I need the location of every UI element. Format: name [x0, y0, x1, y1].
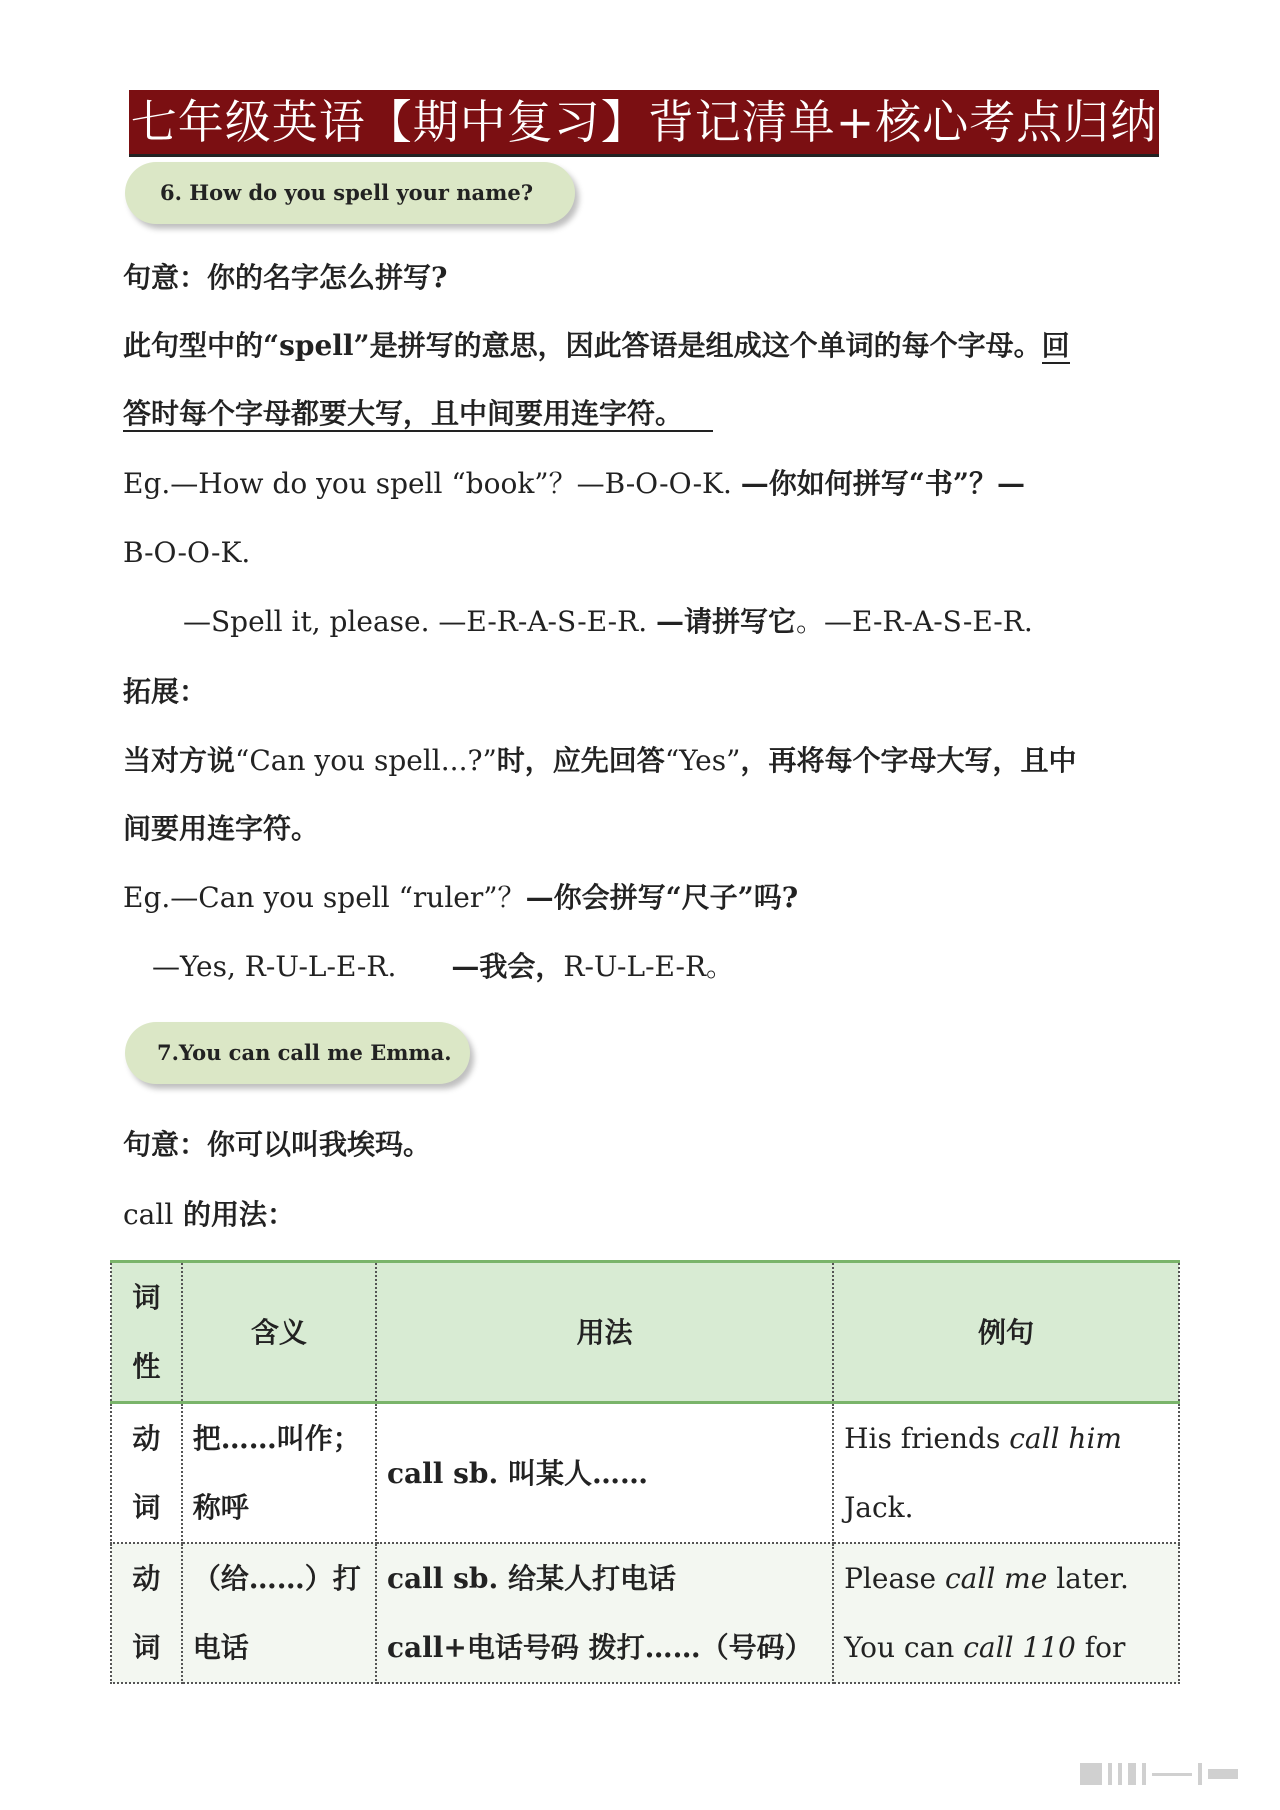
row-2-pos-bottom: 词	[132, 1631, 161, 1664]
call-word: call	[123, 1198, 174, 1231]
example-1-line-2: B-O-O-K.	[123, 536, 251, 569]
explain-text: 此句型中的“spell”是拼写的意思，因此答语是组成这个单词的每个字母。	[123, 329, 1042, 362]
row-1-pos-bottom: 词	[132, 1491, 161, 1524]
row-1-usage	[376, 1403, 833, 1544]
table-header-row	[111, 1262, 1179, 1403]
example-3	[123, 878, 798, 918]
call-usage-label	[123, 1195, 295, 1235]
extend-text-2: “Can you spell...?”	[235, 744, 497, 777]
extend-text-4: “Yes”	[664, 744, 741, 777]
header-pos-top: 词	[132, 1281, 161, 1314]
example-2-chinese: —请拼写它	[656, 605, 797, 638]
row-1-meaning-2: 称呼	[192, 1491, 249, 1524]
header-meaning: 含义	[182, 1262, 376, 1403]
row-1-example-2: Jack.	[844, 1491, 914, 1524]
row-1-pos-top: 动	[132, 1422, 161, 1455]
example-1-line-1	[123, 464, 1025, 504]
example-4-chinese: —我会，	[451, 950, 564, 983]
row-2-usage-1: call sb. 给某人打电话	[386, 1562, 677, 1595]
section-6-explain-line-2	[123, 394, 713, 434]
row-2-meaning-2: 电话	[192, 1631, 249, 1664]
example-4	[152, 947, 734, 987]
extend-text-5: ，再将每个字母大写，且中	[740, 744, 1077, 777]
example-2-english: —Spell it, please. —E-R-A-S-E-R.	[183, 605, 656, 638]
row-2-pos-top: 动	[132, 1562, 161, 1595]
extend-line-2: 间要用连字符。	[123, 812, 320, 845]
header-part-of-speech	[111, 1262, 182, 1403]
table-row	[111, 1403, 1179, 1544]
example-1-english: Eg.—How do you spell “book”？—B-O-O-K.	[123, 467, 741, 500]
extend-text-1: 当对方说	[123, 744, 236, 777]
usage-label-text: 的用法：	[173, 1198, 296, 1231]
row-2-usage	[376, 1543, 833, 1683]
section-7-meaning: 句意：你可以叫我埃玛。	[123, 1128, 432, 1161]
row-2-example	[833, 1543, 1179, 1683]
row-1-usage-1: call sb. 叫某人……	[386, 1456, 649, 1490]
row-1-example	[833, 1403, 1179, 1544]
row-2-meaning	[182, 1543, 376, 1683]
row-1-meaning	[182, 1403, 376, 1544]
row-2-pos	[111, 1543, 182, 1683]
header-example: 例句	[833, 1262, 1179, 1403]
watermark-icon	[1080, 1760, 1260, 1788]
section-6-heading: 6. How do you spell your name?	[125, 162, 575, 224]
example-3-chinese: —你会拼写“尺子”吗?	[525, 881, 799, 914]
header-usage: 用法	[376, 1262, 833, 1403]
page-title: 七年级英语【期中复习】背记清单+核心考点归纳	[129, 90, 1159, 157]
extend-text-3: 时，应先回答	[496, 744, 665, 777]
row-2-usage-2: call+电话号码 拨打……（号码）	[386, 1631, 813, 1664]
example-2	[183, 602, 1033, 642]
row-2-meaning-1: （给……）打	[192, 1562, 361, 1595]
example-4-english: —Yes, R-U-L-E-R.	[152, 950, 397, 983]
row-2-example-1: Please call me later.	[844, 1562, 1129, 1595]
example-1-chinese: —你如何拼写“书”？—	[740, 467, 1025, 500]
example-4-answer: R-U-L-E-R。	[563, 950, 735, 983]
section-6-explain-line-1	[123, 326, 1070, 366]
row-1-pos	[111, 1403, 182, 1544]
explain-underlined: 回	[1041, 329, 1070, 362]
extend-label: 拓展：	[123, 675, 208, 708]
explain-underlined-2: 答时每个字母都要大写，且中间要用连字符。	[123, 397, 713, 432]
extend-line-1	[123, 741, 1076, 781]
section-6-meaning: 句意：你的名字怎么拼写?	[123, 261, 448, 294]
row-1-meaning-1: 把……叫作；	[192, 1422, 361, 1455]
section-7-heading: 7.You can call me Emma.	[125, 1022, 470, 1084]
example-3-english: Eg.—Can you spell “ruler”？	[123, 881, 526, 914]
example-2-answer: 。—E-R-A-S-E-R.	[796, 605, 1033, 638]
row-1-example-1: His friends call him	[844, 1422, 1122, 1455]
table-row	[111, 1543, 1179, 1683]
row-2-example-2: You can call 110 for	[844, 1631, 1126, 1664]
call-usage-table	[110, 1260, 1180, 1684]
header-pos-bottom: 性	[132, 1350, 161, 1383]
